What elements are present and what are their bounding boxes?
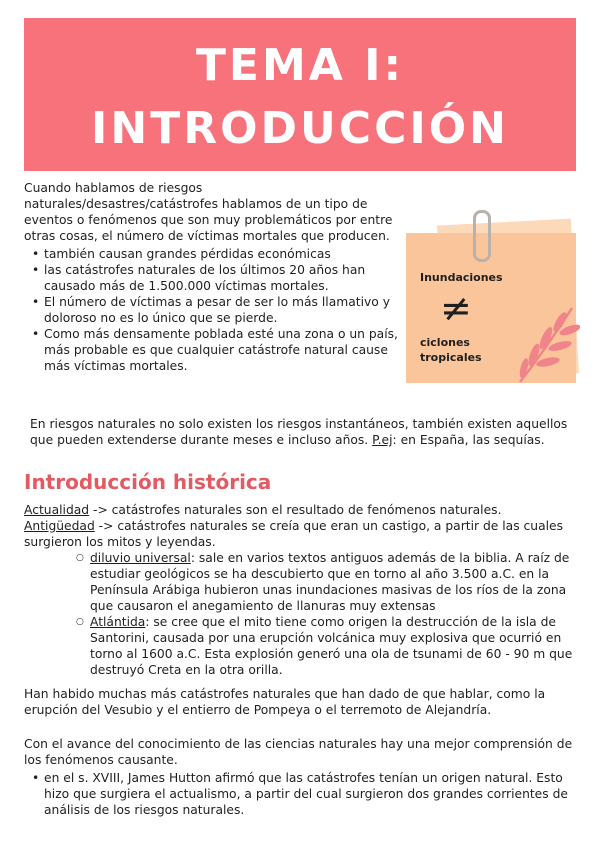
actualidad-text: -> catástrofes naturales son el resultado de fenómenos naturales.	[89, 503, 502, 517]
leaf-branch-icon	[510, 300, 580, 385]
pej-abbrev: P.ej	[372, 433, 393, 447]
actualidad-label: Actualidad	[24, 503, 90, 517]
historic-item-text: : se cree que el mito tiene como origen la destrucción de la isla de Santorini, causada por una erupción volcánica muy explosiva que ocurrió en torno al 1600 a.C. Esta explosión generó una ola de tsunami de 60 - 90 m que destruyó Creta en la otra orilla.	[90, 615, 573, 677]
antiguedad-text: -> catástrofes naturales se creía que eran un castigo, a partir de las cuales surgieron los mitos y leyendas.	[24, 519, 563, 549]
actualidad-line	[24, 502, 580, 518]
card-label-inundaciones: Inundaciones	[420, 271, 503, 284]
avance-bullet: • en el s. XVIII, James Hutton afirmó que las catástrofes tenían un origen natural. Esto hizo que surgiera el actualismo, a partir del cual surgieron dos grandes corrientes de análisis de los riesgos naturales.	[44, 770, 580, 818]
antiguedad-label: Antigüedad	[24, 519, 95, 533]
historic-item-diluvio	[90, 550, 580, 614]
historic-list	[24, 550, 580, 678]
historic-block	[24, 502, 580, 678]
avance-block	[24, 736, 580, 818]
not-equal-icon: ≠	[440, 286, 472, 330]
title-line-1: TEMA I:	[195, 40, 405, 91]
intro-bullet: • también causan grandes pérdidas económicas	[44, 246, 400, 262]
riesgos-text: En riesgos naturales no solo existen los riesgos instantáneos, también existen aquellos que pueden extenderse durante meses e incluso años.	[30, 417, 568, 447]
historic-item-label: diluvio universal	[90, 551, 191, 565]
vesubio-paragraph: Han habido muchas más catástrofes naturales que han dado de que hablar, como la erupción del Vesubio y el entierro de Pompeya o el terremoto de Alejandría.	[24, 687, 546, 717]
intro-bullet: • Como más densamente poblada esté una zona o un país, más probable es que cualquier catástrofe natural cause más víctimas mortales.	[44, 326, 400, 374]
intro-bullet-list	[24, 246, 400, 374]
riesgos-example: : en España, las sequías.	[392, 433, 545, 447]
riesgos-paragraph	[30, 416, 580, 448]
section-heading: Introducción histórica	[24, 470, 272, 494]
intro-block	[24, 180, 400, 374]
antiguedad-line	[24, 518, 580, 550]
historic-item-atlantida	[90, 614, 580, 678]
title-line-2: INTRODUCCIÓN	[91, 103, 509, 154]
avance-paragraph: Con el avance del conocimiento de las ciencias naturales hay una mejor comprensión de los fenómenos causante.	[24, 737, 573, 767]
title-banner	[24, 18, 576, 171]
historic-item-label: Atlántida	[90, 615, 146, 629]
intro-bullet: • las catástrofes naturales de los últimos 20 años han causado más de 1.500.000 víctimas mortales.	[44, 262, 400, 294]
avance-bullet-list	[24, 770, 580, 818]
card-label-ciclones: ciclones	[420, 336, 470, 349]
card-label-tropicales: tropicales	[420, 351, 482, 364]
intro-bullet: • El número de víctimas a pesar de ser lo más llamativo y doloroso no es lo único que se pierde.	[44, 294, 400, 326]
intro-paragraph: Cuando hablamos de riesgos naturales/desastres/catástrofes hablamos de un tipo de eventos o fenómenos que son muy problemáticos por entre otras cosas, el número de víctimas mortales que producen.	[24, 181, 393, 243]
paperclip-icon	[473, 210, 491, 262]
historic-item-text: : sale en varios textos antiguos además de la biblia. A raíz de estudiar geológicos se ha descubierto que en torno al año 3.500 a.C. en la Península Arábiga hubieron unas inundaciones masivas de los ríos de la zona que causaron el anegamiento de llanuras muy extensas	[90, 551, 570, 613]
